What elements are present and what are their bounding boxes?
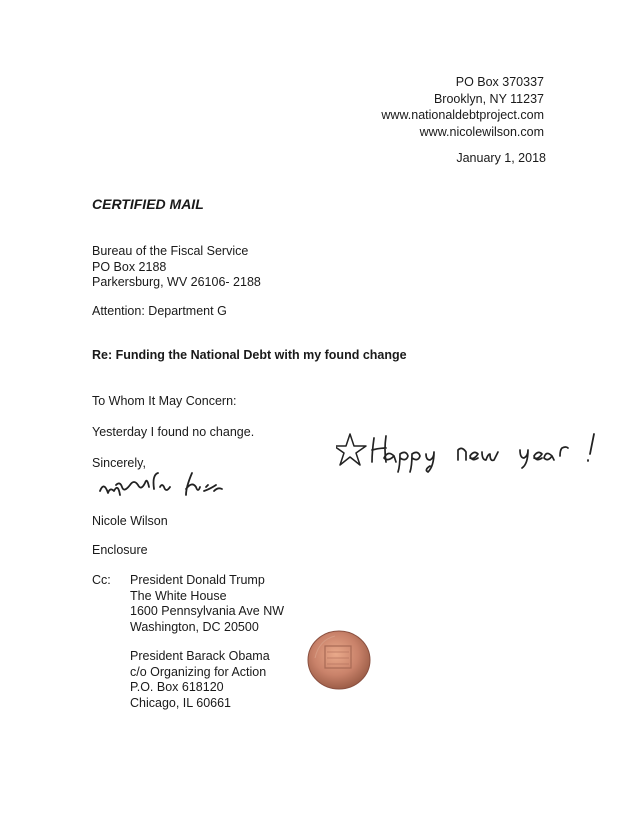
salutation: To Whom It May Concern: <box>92 394 237 408</box>
sender-website-1: www.nationaldebtproject.com <box>381 108 544 122</box>
cc-line: The White House <box>130 588 227 603</box>
handwritten-signature <box>96 467 246 510</box>
handwritten-note <box>336 428 616 481</box>
cc-line: P.O. Box 618120 <box>130 680 224 694</box>
cc-line: c/o Organizing for Action <box>130 664 267 679</box>
subject-line: Re: Funding the National Debt with my found change <box>92 348 407 362</box>
letter-date: January 1, 2018 <box>456 151 546 165</box>
attention-line: Attention: Department G <box>92 304 227 318</box>
cc-recipient-1 <box>130 573 284 635</box>
star-icon <box>336 434 366 465</box>
cc-line: Chicago, IL 60661 <box>130 695 232 710</box>
sender-po-box: PO Box 370337 <box>455 75 544 89</box>
recipient-address <box>92 244 261 291</box>
cc-line: President Donald Trump <box>130 573 265 587</box>
cc-recipient-2 <box>130 649 270 711</box>
cc-label: Cc: <box>92 573 111 587</box>
certified-mail-heading: CERTIFIED MAIL <box>92 196 204 212</box>
enclosure-note: Enclosure <box>92 543 148 557</box>
recipient-po-box: PO Box 2188 <box>92 259 167 274</box>
sender-website-2: www.nicolewilson.com <box>419 124 544 139</box>
letter-body: Yesterday I found no change. <box>92 425 255 439</box>
penny-coin-image <box>305 628 373 695</box>
cc-line: 1600 Pennsylvania Ave NW <box>130 604 285 618</box>
signer-name: Nicole Wilson <box>92 514 168 528</box>
closing: Sincerely, <box>92 456 146 470</box>
recipient-city: Parkersburg, WV 26106- 2188 <box>92 275 261 289</box>
cc-line: Washington, DC 20500 <box>130 619 259 634</box>
recipient-name: Bureau of the Fiscal Service <box>92 244 249 258</box>
cc-line: President Barack Obama <box>130 649 270 663</box>
sender-city: Brooklyn, NY 11237 <box>433 91 544 106</box>
sender-address <box>381 74 544 140</box>
